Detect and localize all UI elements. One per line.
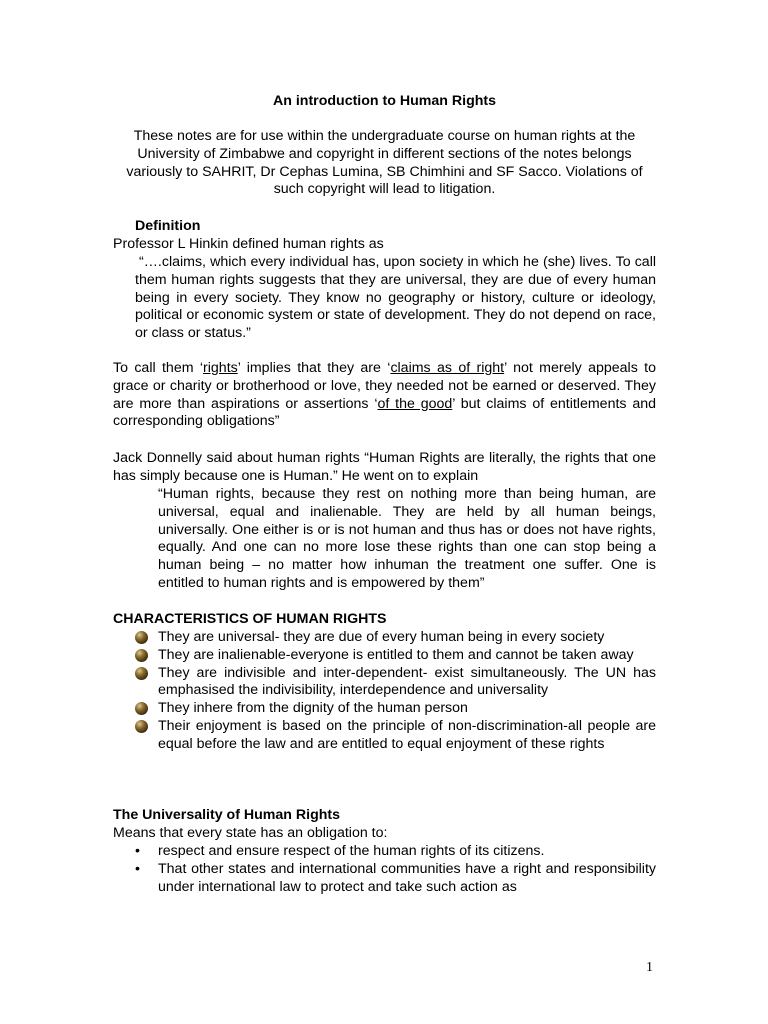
- bullet-dot-icon: •: [135, 843, 140, 859]
- list-item: [135, 647, 656, 665]
- universality-list: [135, 843, 656, 896]
- characteristics-list: [135, 629, 656, 754]
- characteristics-heading: CHARACTERISTICS OF HUMAN RIGHTS: [113, 611, 387, 627]
- document-title: An introduction to Human Rights: [272, 93, 497, 109]
- list-item: [135, 718, 656, 754]
- list-item-text: Their enjoyment is based on the principle of non-discrimination-all people are equal before the law and are entitled to equal enjoyment of these rights: [158, 717, 656, 752]
- donnelly-quote: “Human rights, because they rest on nothing more than being human, are universal, equal and inalienable. They are held by all human beings, universally. One either is or is not human and thus has or does not have rights, equally. And one can no more lose these rights than one can stop being a human being – no matter how inhuman the treatment one suffer. One is entitled to human rights and is empowered by them”: [158, 486, 656, 591]
- list-item-text: respect and ensure respect of the human rights of its citizens.: [158, 843, 545, 859]
- list-item: [135, 629, 656, 647]
- rights-text-1: To call them ‘: [113, 360, 204, 376]
- list-item-text: They inhere from the dignity of the human person: [158, 700, 468, 717]
- bullet-dot-icon: •: [135, 860, 140, 877]
- universality-heading: The Universality of Human Rights: [113, 807, 341, 823]
- rights-paragraph: [113, 360, 656, 431]
- bullet-ball-icon: [135, 702, 148, 715]
- bullet-ball-icon: [135, 667, 148, 680]
- list-item: [135, 665, 656, 701]
- list-item-text: They are inalienable-everyone is entitled to them and cannot be taken away: [158, 646, 634, 663]
- intro-paragraph: These notes are for use within the undergraduate course on human rights at the University of Zimbabwe and copyright in different sections of the notes belongs variously to SAHRIT, Dr Cephas Lumina, SB Chimhini and SF Sacco. Violations of such copyright will lead to litigation.: [126, 128, 643, 198]
- rights-text-2: ’ implies that they are ‘: [237, 360, 391, 376]
- universality-intro: Means that every state has an obligation to:: [113, 825, 388, 841]
- definition-heading: Definition: [135, 218, 201, 234]
- bullet-ball-icon: [135, 649, 148, 662]
- hinkin-intro: Professor L Hinkin defined human rights as: [113, 236, 384, 252]
- list-item: [135, 843, 656, 861]
- list-item-text: They are indivisible and inter-dependent- exist simultaneously. The UN has emphasised the indivisibility, interdependence and universality: [158, 664, 656, 699]
- bullet-ball-icon: [135, 631, 148, 644]
- rights-underline-1: rights: [203, 360, 238, 376]
- list-item-text: That other states and international communities have a right and responsibility under international law to protect and take such action as: [158, 860, 656, 895]
- donnelly-paragraph: Jack Donnelly said about human rights “Human Rights are literally, the rights that one has simply because one is Human.” He went on to explain: [113, 450, 656, 484]
- list-item: [135, 700, 656, 718]
- rights-text-4: ’ but claims of entitlements and corresponding obligations”: [113, 395, 656, 430]
- rights-text-3: ’ not merely appeals to grace or charity or brotherhood or love, they needed not be earned or deserved. They are more than aspirations or assertions ‘: [113, 360, 656, 412]
- page-number: 1: [646, 960, 653, 975]
- rights-underline-2: claims as of right: [390, 360, 505, 376]
- list-item: [135, 861, 656, 897]
- bullet-ball-icon: [135, 720, 148, 733]
- hinkin-quote: [135, 254, 656, 343]
- list-item-text: They are universal- they are due of every human being in every society: [158, 629, 605, 645]
- rights-underline-3: of the good: [377, 395, 453, 412]
- hinkin-quote-text: “….claims, which every individual has, upon society in which he (she) lives. To call them human rights suggests that they are universal, they are due of every human being in every society. They know no geography or history, culture or ideology, political or economic system or state of development. They do not depend on race, or class or status.”: [135, 254, 656, 342]
